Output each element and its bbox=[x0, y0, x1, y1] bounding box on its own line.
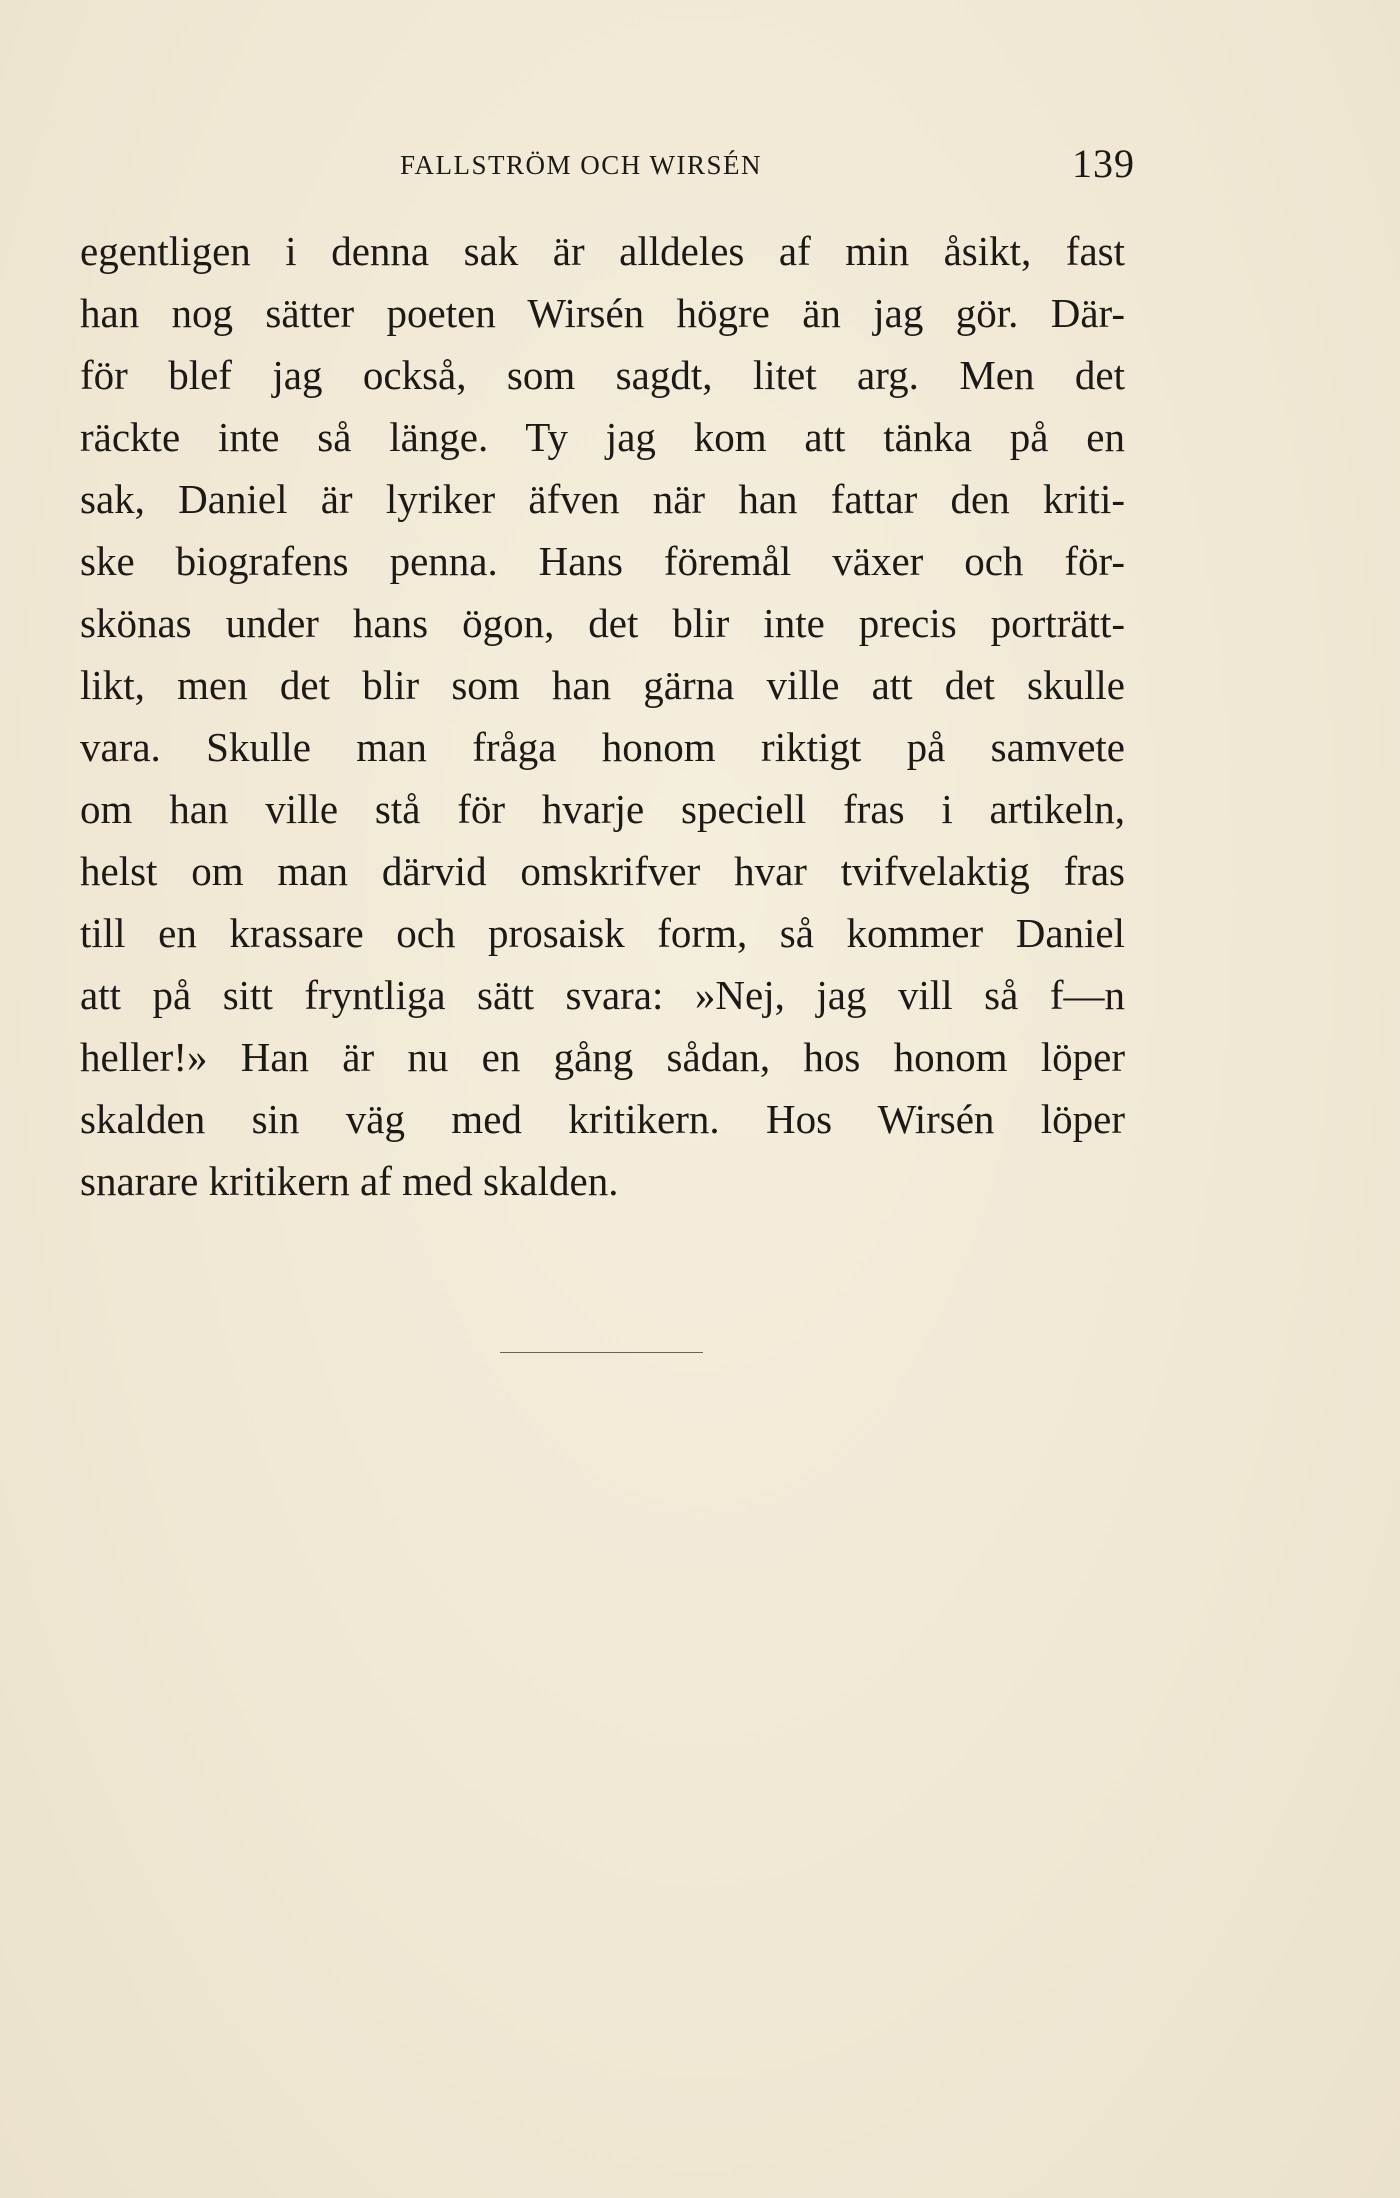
text-line: snarare kritikern af med skalden. bbox=[80, 1158, 619, 1204]
text-line: han nog sätter poeten Wirsén högre än jag gör. Där- bbox=[80, 290, 1125, 336]
text-line: ske biografens penna. Hans föremål växer och för- bbox=[80, 538, 1125, 584]
text-line: om han ville stå för hvarje speciell fras i artikeln, bbox=[80, 786, 1125, 832]
text-line: för blef jag också, som sagdt, litet arg. Men det bbox=[80, 352, 1125, 398]
text-line: likt, men det blir som han gärna ville att det skulle bbox=[80, 662, 1125, 708]
text-line: skalden sin väg med kritikern. Hos Wirsén löper bbox=[80, 1096, 1125, 1142]
body-paragraph bbox=[80, 220, 1125, 1212]
text-line: helst om man därvid omskrifver hvar tvifvelaktig fras bbox=[80, 848, 1125, 894]
text-line: sak, Daniel är lyriker äfven när han fattar den kriti- bbox=[80, 476, 1125, 522]
text-line: att på sitt fryntliga sätt svara: »Nej, jag vill så f—n bbox=[80, 972, 1125, 1018]
text-line: heller!» Han är nu en gång sådan, hos honom löper bbox=[80, 1034, 1125, 1080]
text-line: till en krassare och prosaisk form, så kommer Daniel bbox=[80, 910, 1125, 956]
page-number: 139 bbox=[1072, 141, 1135, 186]
text-line: vara. Skulle man fråga honom riktigt på samvete bbox=[80, 724, 1125, 770]
section-end-rule bbox=[500, 1352, 703, 1353]
running-title: FALLSTRÖM OCH WIRSÉN bbox=[400, 150, 763, 180]
text-line: skönas under hans ögon, det blir inte precis porträtt- bbox=[80, 600, 1125, 646]
text-line: räckte inte så länge. Ty jag kom att tänka på en bbox=[80, 414, 1125, 460]
text-line: egentligen i denna sak är alldeles af min åsikt, fast bbox=[80, 228, 1125, 274]
